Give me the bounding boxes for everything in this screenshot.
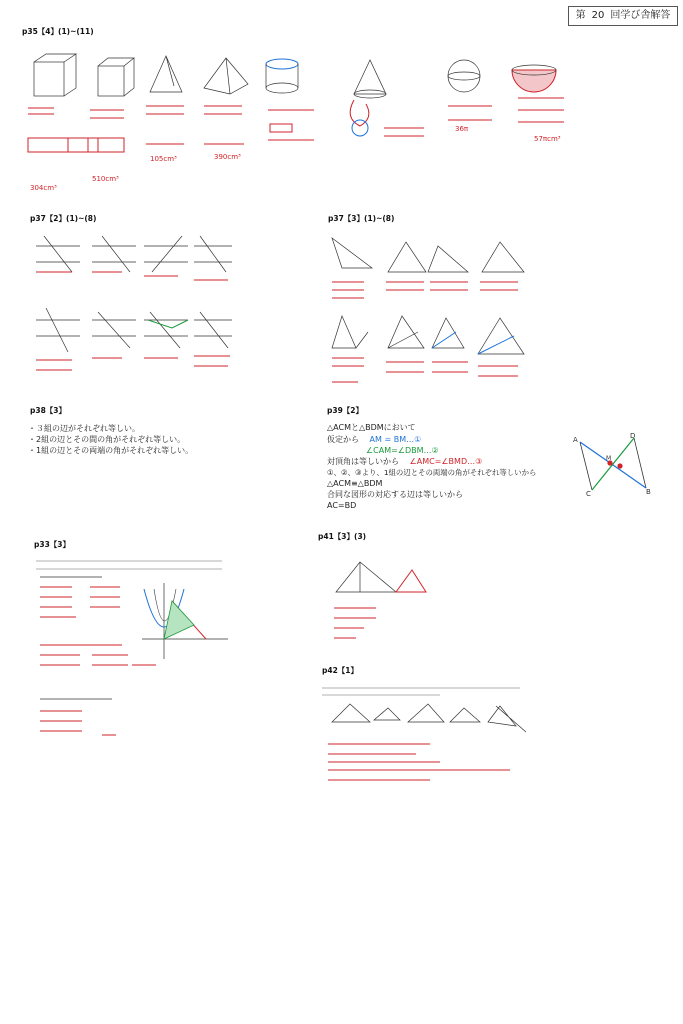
p35-solids-panel xyxy=(24,48,584,193)
title-dai: 第 xyxy=(575,10,586,21)
p35-answer-7: 36π xyxy=(455,125,469,133)
p35-answer-2: 510cm³ xyxy=(92,175,119,183)
section-p35: p35【4】(1)~(11) xyxy=(22,27,94,36)
title-text: 回学び舎解答 xyxy=(610,10,671,21)
p39-label-d: D xyxy=(630,432,636,440)
section-p41: p41【3】(3) xyxy=(318,532,367,541)
solid-6-cone xyxy=(350,60,424,136)
p39-line-7: 合同な図形の対応する辺は等しいから xyxy=(327,490,463,499)
p35-answer-1: 304cm³ xyxy=(30,184,57,192)
p39-line-2-prefix: 仮定から xyxy=(327,435,359,444)
page-title-box xyxy=(568,6,678,26)
p39-label-b: B xyxy=(646,488,651,496)
solid-2-prism xyxy=(88,58,134,152)
p39-line-4-red: ∠AMC=∠BMD…③ xyxy=(409,457,483,466)
p38-line-1: ・３組の辺がそれぞれ等しい。 xyxy=(28,424,140,433)
p39-line-8: AC=BD xyxy=(327,501,357,510)
title-number: 20 xyxy=(591,10,605,21)
p39-line-5: ①、②、③より、1組の辺とその両端の角がそれぞれ等しいから xyxy=(327,468,537,477)
section-p37-3: p37【3】(1)~(8) xyxy=(328,214,395,223)
p39-line-4-prefix: 対頂角は等しいから xyxy=(327,457,399,466)
section-p37-2: p37【2】(1)~(8) xyxy=(30,214,97,223)
p37-3-figures-panel xyxy=(328,232,528,392)
p38-line-2: ・2組の辺とその間の角がそれぞれ等しい。 xyxy=(28,435,186,444)
p39-line-1: △ACMと△BDMにおいて xyxy=(327,423,416,432)
p39-label-c: C xyxy=(586,490,591,498)
section-p42: p42【1】 xyxy=(322,666,359,675)
section-p33: p33【3】 xyxy=(34,540,71,549)
p37-2-figures-panel xyxy=(32,232,232,380)
p39-label-a: A xyxy=(573,436,578,444)
p39-line-6: △ACM≡△BDM xyxy=(327,479,383,488)
triangle-figures xyxy=(332,238,524,382)
section-p39: p39【2】 xyxy=(327,406,364,415)
p41-figure xyxy=(330,556,440,652)
p39-line-2 xyxy=(327,434,421,445)
p35-answer-4: 390cm³ xyxy=(214,153,241,161)
p39-label-m: M xyxy=(606,455,612,462)
p42-figure xyxy=(320,682,530,792)
section-p38: p38【3】 xyxy=(30,406,67,415)
p39-line-4 xyxy=(327,456,482,467)
p39-figure xyxy=(570,432,660,498)
p33-work-panel xyxy=(32,555,232,755)
p39-line-3: ∠CAM=∠DBM…② xyxy=(366,446,439,455)
p38-line-3: ・1組の辺とその両端の角がそれぞれ等しい。 xyxy=(28,446,194,455)
solid-1-prism xyxy=(28,54,98,152)
solid-7-sphere xyxy=(448,60,492,120)
solid-5-cylinder xyxy=(266,59,314,140)
solid-3-pyramid xyxy=(146,56,184,144)
solid-8-hemisphere xyxy=(512,65,564,122)
solid-4-pyramid xyxy=(204,58,248,144)
p35-answer-8: 57πcm³ xyxy=(534,135,561,143)
p39-line-2-blue: AM = BM…① xyxy=(369,435,422,444)
parallel-lines-figures xyxy=(36,236,232,370)
p35-answer-3: 105cm³ xyxy=(150,155,177,163)
